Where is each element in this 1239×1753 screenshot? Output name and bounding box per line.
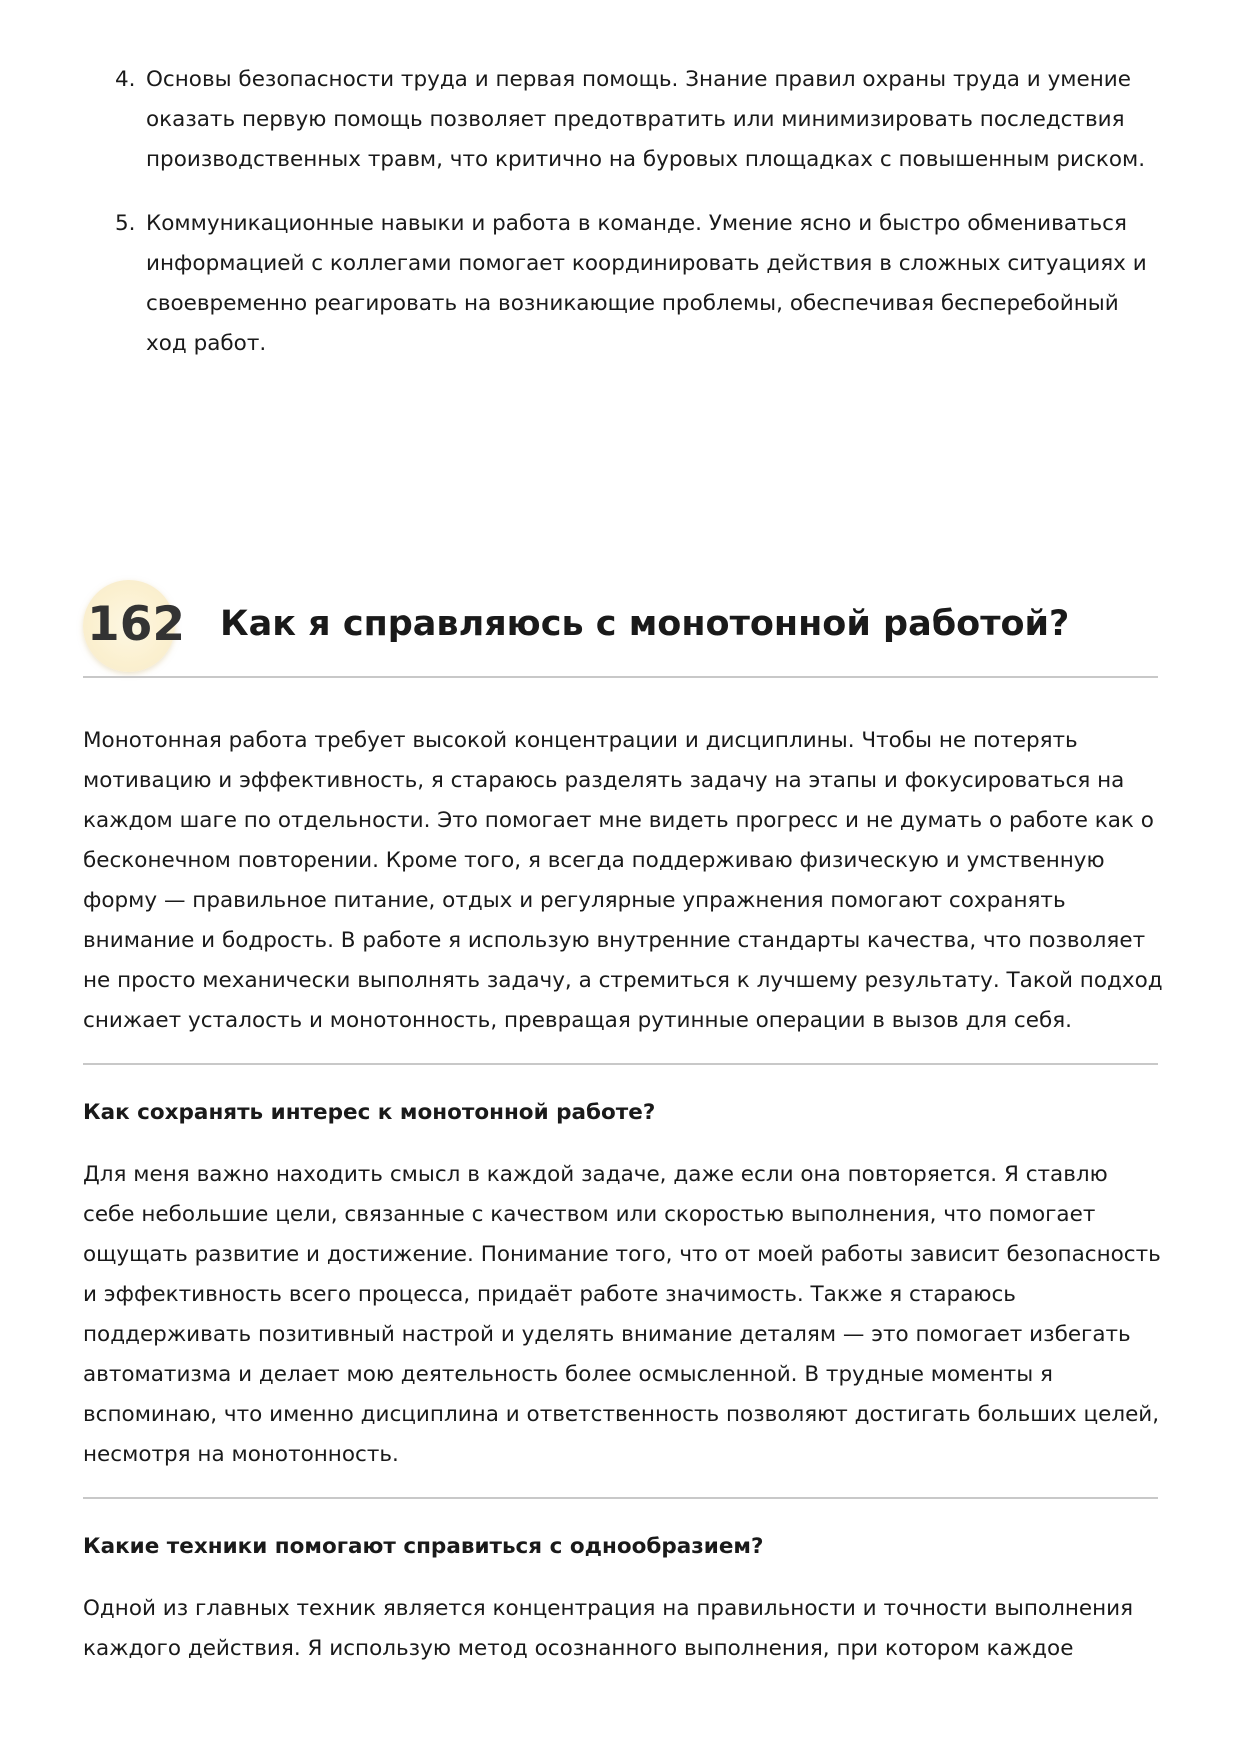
question-header (83, 580, 1158, 680)
list-item-number: 4. (115, 67, 136, 92)
question-number-badge (83, 580, 186, 672)
list-item (115, 204, 1165, 364)
question-number: 162 (87, 597, 186, 652)
followup-paragraph: Для меня важно находить смысл в каждой задаче, даже если она повторяется. Я ставлю себе небольшие цели, связанные с качеством или скоростью выполнения, что помогает ощущать развитие и достижение. Понимание того, что от моей работы зависит безопасность и эффективность всего процесса, придаёт работе значимость. Также я стараюсь поддерживать позитивный настрой и уделять внимание деталям — это помогает избегать автоматизма и делает мою деятельность более осмысленной. В трудные моменты я вспоминаю, что именно дисциплина и ответственность позволяют достигать больших целей, несмотря на монотонность. (83, 1162, 1161, 1467)
list-item-number: 5. (115, 211, 136, 236)
numbered-list (115, 60, 1165, 388)
list-item (115, 60, 1165, 180)
followup-heading: Как сохранять интерес к монотонной работе? (83, 1100, 656, 1125)
question-title: Как я справляюсь с монотонной работой? (220, 604, 1070, 644)
followup-paragraph: Одной из главных техник является концентрация на правильности и точности выполнения каждого действия. Я использую метод осознанного выполнения, при котором каждое (83, 1596, 1134, 1661)
list-item-text: Основы безопасности труда и первая помощь. Знание правил охраны труда и умение оказать первую помощь позволяет предотвратить или минимизировать последствия производственных травм, что критично на буровых площадках с повышенным риском. (146, 67, 1146, 172)
divider (83, 676, 1158, 678)
list-item-text: Коммуникационные навыки и работа в команде. Умение ясно и быстро обмениваться информацией с коллегами помогает координировать действия в сложных ситуациях и своевременно реагировать на возникающие проблемы, обеспечивая бесперебойный ход работ. (146, 211, 1147, 356)
answer-paragraph: Монотонная работа требует высокой концентрации и дисциплины. Чтобы не потерять мотивацию и эффективность, я стараюсь разделять задачу на этапы и фокусироваться на каждом шаге по отдельности. Это помогает мне видеть прогресс и не думать о работе как о бесконечном повторении. Кроме того, я всегда поддерживаю физическую и умственную форму — правильное питание, отдых и регулярные упражнения помогают сохранять внимание и бодрость. В работе я использую внутренние стандарты качества, что позволяет не просто механически выполнять задачу, а стремиться к лучшему результату. Такой подход снижает усталость и монотонность, превращая рутинные операции в вызов для себя. (83, 728, 1163, 1033)
followup-heading: Какие техники помогают справиться с однообразием? (83, 1534, 764, 1559)
divider (83, 1063, 1158, 1065)
divider (83, 1497, 1158, 1499)
